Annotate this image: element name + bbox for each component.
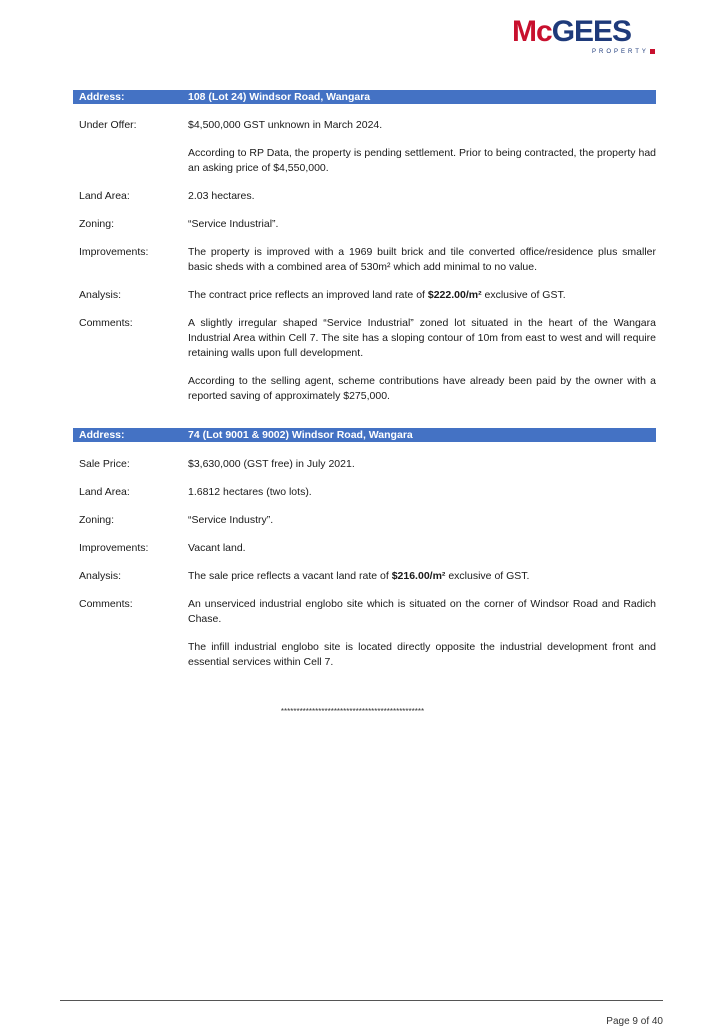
land-rate: $216.00/m²: [391, 570, 446, 582]
paragraph: [188, 569, 656, 584]
row-value: [188, 541, 656, 556]
row-value: [188, 569, 656, 584]
address-label: Address:: [79, 429, 125, 441]
text-run: exclusive of GST.: [445, 570, 530, 582]
row-zoning: [73, 217, 656, 232]
row-value: [188, 457, 656, 472]
row-label: Analysis:: [79, 570, 122, 582]
row-comments: [73, 316, 656, 404]
row-label: Zoning:: [79, 514, 115, 526]
row-label: Land Area:: [79, 486, 130, 498]
paragraph: 1.6812 hectares (two lots).: [188, 486, 312, 498]
row-value: [188, 118, 656, 176]
mcgees-logo: [512, 16, 652, 54]
row-under-offer: [73, 118, 656, 176]
row-label: Land Area:: [79, 190, 130, 202]
row-improvements: [73, 245, 656, 275]
row-analysis: [73, 288, 656, 303]
row-improvements: [73, 541, 656, 556]
logo-mark-blue: GEES: [551, 15, 632, 48]
paragraph: “Service Industrial”.: [188, 218, 279, 230]
logo-wordmark: [512, 16, 652, 48]
paragraph: $4,500,000 GST unknown in March 2024.: [188, 119, 383, 131]
row-label: Under Offer:: [79, 119, 137, 131]
paragraph: 2.03 hectares.: [188, 190, 255, 202]
row-value: [188, 217, 656, 232]
text-run: exclusive of GST.: [481, 289, 566, 301]
logo-subtitle: PROPERTY: [592, 45, 655, 60]
row-analysis: [73, 569, 656, 584]
address-label: Address:: [79, 91, 125, 103]
section-separator: **********************************************: [280, 707, 425, 716]
row-label: Analysis:: [79, 289, 122, 301]
row-value: [188, 316, 656, 404]
row-label: Comments:: [79, 317, 133, 329]
row-zoning: [73, 513, 656, 528]
page-number: Page 9 of 40: [606, 1016, 663, 1027]
row-land-area: [73, 485, 656, 500]
row-label: Improvements:: [79, 542, 149, 554]
row-value: [188, 245, 656, 275]
row-value: [188, 288, 656, 303]
paragraph: “Service Industry”.: [188, 514, 274, 526]
row-value: [188, 597, 656, 670]
paragraph: The infill industrial englobo site is located directly opposite the industrial development front and essential services within Cell 7.: [188, 641, 656, 668]
property-section-2: [73, 428, 656, 670]
logo-mark-red: Mc: [512, 15, 552, 48]
footer-rule: [60, 1000, 663, 1001]
row-label: Comments:: [79, 598, 133, 610]
address-value: 74 (Lot 9001 & 9002) Windsor Road, Wangara: [188, 429, 413, 441]
row-value: [188, 485, 656, 500]
row-value: [188, 513, 656, 528]
paragraph: The property is improved with a 1969 built brick and tile converted office/residence plus smaller basic sheds with a combined area of 530m² which add minimal to no value.: [188, 246, 656, 273]
row-label: Zoning:: [79, 218, 115, 230]
paragraph: [188, 288, 656, 303]
paragraph: An unserviced industrial englobo site which is situated on the corner of Windsor Road and Radich Chase.: [188, 598, 656, 625]
land-rate: $222.00/m²: [427, 289, 482, 301]
row-label: Improvements:: [79, 246, 149, 258]
address-bar: [73, 90, 656, 104]
row-comments: [73, 597, 656, 670]
paragraph: $3,630,000 (GST free) in July 2021.: [188, 458, 355, 470]
paragraph: A slightly irregular shaped “Service Industrial” zoned lot situated in the heart of the Wangara Industrial Area within Cell 7. The site has a sloping contour of 10m from east to west and will require retaining walls upon full development.: [188, 317, 656, 359]
address-value: 108 (Lot 24) Windsor Road, Wangara: [188, 91, 371, 103]
row-value: [188, 189, 656, 204]
paragraph: According to the selling agent, scheme contributions have already been paid by the owner with a reported saving of approximately $275,000.: [188, 375, 656, 402]
row-label: Sale Price:: [79, 458, 130, 470]
paragraph: Vacant land.: [188, 542, 246, 554]
text-run: The contract price reflects an improved land rate of: [188, 289, 428, 301]
address-bar: [73, 428, 656, 442]
row-land-area: [73, 189, 656, 204]
paragraph: According to RP Data, the property is pending settlement. Prior to being contracted, the property had an asking price of $4,550,000.: [188, 147, 656, 174]
row-sale-price: [73, 457, 656, 472]
property-section-1: [73, 90, 656, 404]
text-run: The sale price reflects a vacant land rate of: [188, 570, 392, 582]
